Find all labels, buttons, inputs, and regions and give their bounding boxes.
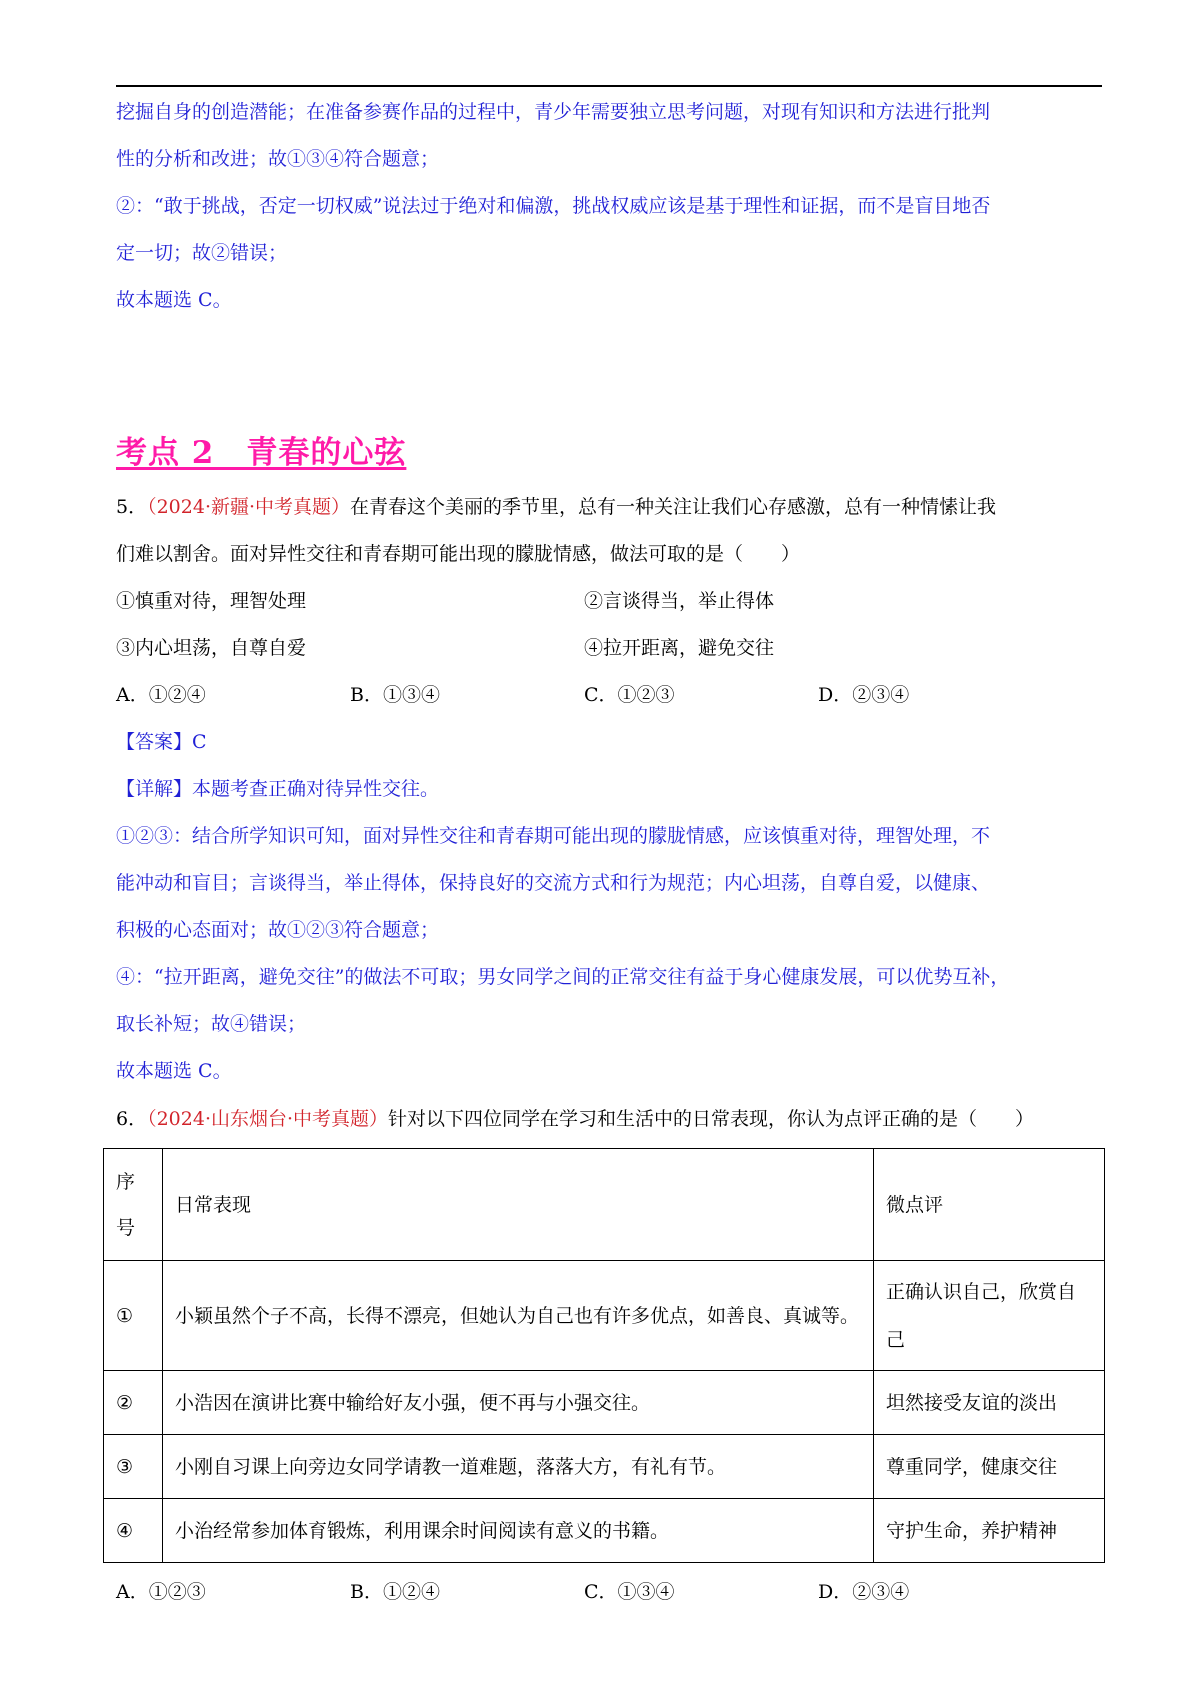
q6-source: （2024·山东烟台·中考真题） bbox=[147, 1108, 389, 1130]
top-rule bbox=[116, 85, 1102, 87]
q6-option-b: B．①②④ bbox=[350, 1581, 440, 1603]
table-header-row bbox=[104, 1149, 1105, 1261]
q5-explanation-line: 取长补短；故④错误； bbox=[116, 1013, 307, 1035]
row-number: ③ bbox=[104, 1435, 163, 1499]
table-row bbox=[104, 1499, 1105, 1563]
row-number: ② bbox=[104, 1371, 163, 1435]
q6-option-c: C．①③④ bbox=[584, 1581, 675, 1603]
q6-table bbox=[103, 1148, 1105, 1563]
q5-explanation-line: ①②③：结合所学知识可知，面对异性交往和青春期可能出现的朦胧情感，应该慎重对待，理智处理，不 bbox=[116, 825, 991, 847]
q6-stem-line bbox=[116, 1107, 1034, 1131]
q6-option-d: D．②③④ bbox=[818, 1581, 910, 1603]
q5-explanation-line: 能冲动和盲目；言谈得当，举止得体，保持良好的交流方式和行为规范；内心坦荡，自尊自爱，以健康、 bbox=[116, 872, 991, 894]
q6-number: 6． bbox=[116, 1108, 148, 1130]
row-number: ① bbox=[104, 1261, 163, 1371]
explanation-line: 定一切；故②错误； bbox=[116, 242, 288, 264]
q5-source: （2024·新疆·中考真题） bbox=[147, 496, 351, 518]
q5-conclusion: 故本题选 C。 bbox=[116, 1060, 232, 1082]
q5-item: ④拉开距离，避免交往 bbox=[584, 637, 775, 659]
q5-option-d: D．②③④ bbox=[818, 684, 910, 706]
explanation-line: 挖掘自身的创造潜能；在准备参赛作品的过程中，青少年需要独立思考问题，对现有知识和方法进行批判 bbox=[116, 101, 991, 123]
q5-option-c: C．①②③ bbox=[584, 684, 675, 706]
answer-value: C bbox=[192, 731, 207, 753]
q5-detail bbox=[116, 777, 439, 801]
q5-number: 5． bbox=[116, 496, 148, 518]
q5-option-b: B．①③④ bbox=[350, 684, 440, 706]
q6-option-a: A．①②③ bbox=[116, 1581, 206, 1603]
q5-item: ②言谈得当，举止得体 bbox=[584, 590, 775, 612]
q5-option-a: A．①②④ bbox=[116, 684, 206, 706]
q5-stem-line: 们难以割舍。面对异性交往和青春期可能出现的朦胧情感，做法可取的是（ ） bbox=[116, 543, 801, 565]
q5-explanation-line: 积极的心态面对；故①②③符合题意； bbox=[116, 919, 440, 941]
q6-stem: 针对以下四位同学在学习和生活中的日常表现，你认为点评正确的是（ ） bbox=[388, 1108, 1035, 1130]
q5-item: ③内心坦荡，自尊自爱 bbox=[116, 637, 307, 659]
row-behavior: 小刚自习课上向旁边女同学请教一道难题，落落大方，有礼有节。 bbox=[163, 1435, 874, 1499]
explanation-line: 性的分析和改进；故①③④符合题意； bbox=[116, 148, 440, 170]
table-row bbox=[104, 1371, 1105, 1435]
q5-explanation-line: ④：“拉开距离，避免交往”的做法不可取；男女同学之间的正常交往有益于身心健康发展，可以优势互补， bbox=[116, 966, 1010, 988]
header-number: 序号 bbox=[104, 1149, 163, 1261]
row-comment: 尊重同学，健康交往 bbox=[874, 1435, 1105, 1499]
detail-intro: 本题考查正确对待异性交往。 bbox=[192, 778, 440, 800]
header-comment: 微点评 bbox=[874, 1149, 1105, 1261]
row-comment: 坦然接受友谊的淡出 bbox=[874, 1371, 1105, 1435]
section-heading: 考点 2 青春的心弦 bbox=[116, 435, 407, 471]
detail-tag: 【详解】 bbox=[116, 778, 193, 800]
header-behavior: 日常表现 bbox=[163, 1149, 874, 1261]
q5-answer bbox=[116, 730, 207, 754]
q5-item: ①慎重对待，理智处理 bbox=[116, 590, 307, 612]
answer-tag: 【答案】 bbox=[116, 731, 193, 753]
q5-stem: 在青春这个美丽的季节里，总有一种关注让我们心存感激，总有一种情愫让我 bbox=[350, 496, 997, 518]
explanation-line: ②：“敢于挑战，否定一切权威”说法过于绝对和偏激，挑战权威应该是基于理性和证据，而不是盲目地否 bbox=[116, 195, 991, 217]
row-behavior: 小治经常参加体育锻炼，利用课余时间阅读有意义的书籍。 bbox=[163, 1499, 874, 1563]
row-behavior: 小浩因在演讲比赛中输给好友小强，便不再与小强交往。 bbox=[163, 1371, 874, 1435]
table-row bbox=[104, 1435, 1105, 1499]
row-comment: 守护生命，养护精神 bbox=[874, 1499, 1105, 1563]
row-comment: 正确认识自己，欣赏自己 bbox=[874, 1261, 1105, 1371]
table-row bbox=[104, 1261, 1105, 1371]
row-number: ④ bbox=[104, 1499, 163, 1563]
q5-stem-line bbox=[116, 495, 996, 519]
conclusion-line: 故本题选 C。 bbox=[116, 289, 232, 311]
row-behavior: 小颖虽然个子不高，长得不漂亮，但她认为自己也有许多优点，如善良、真诚等。 bbox=[163, 1261, 874, 1371]
